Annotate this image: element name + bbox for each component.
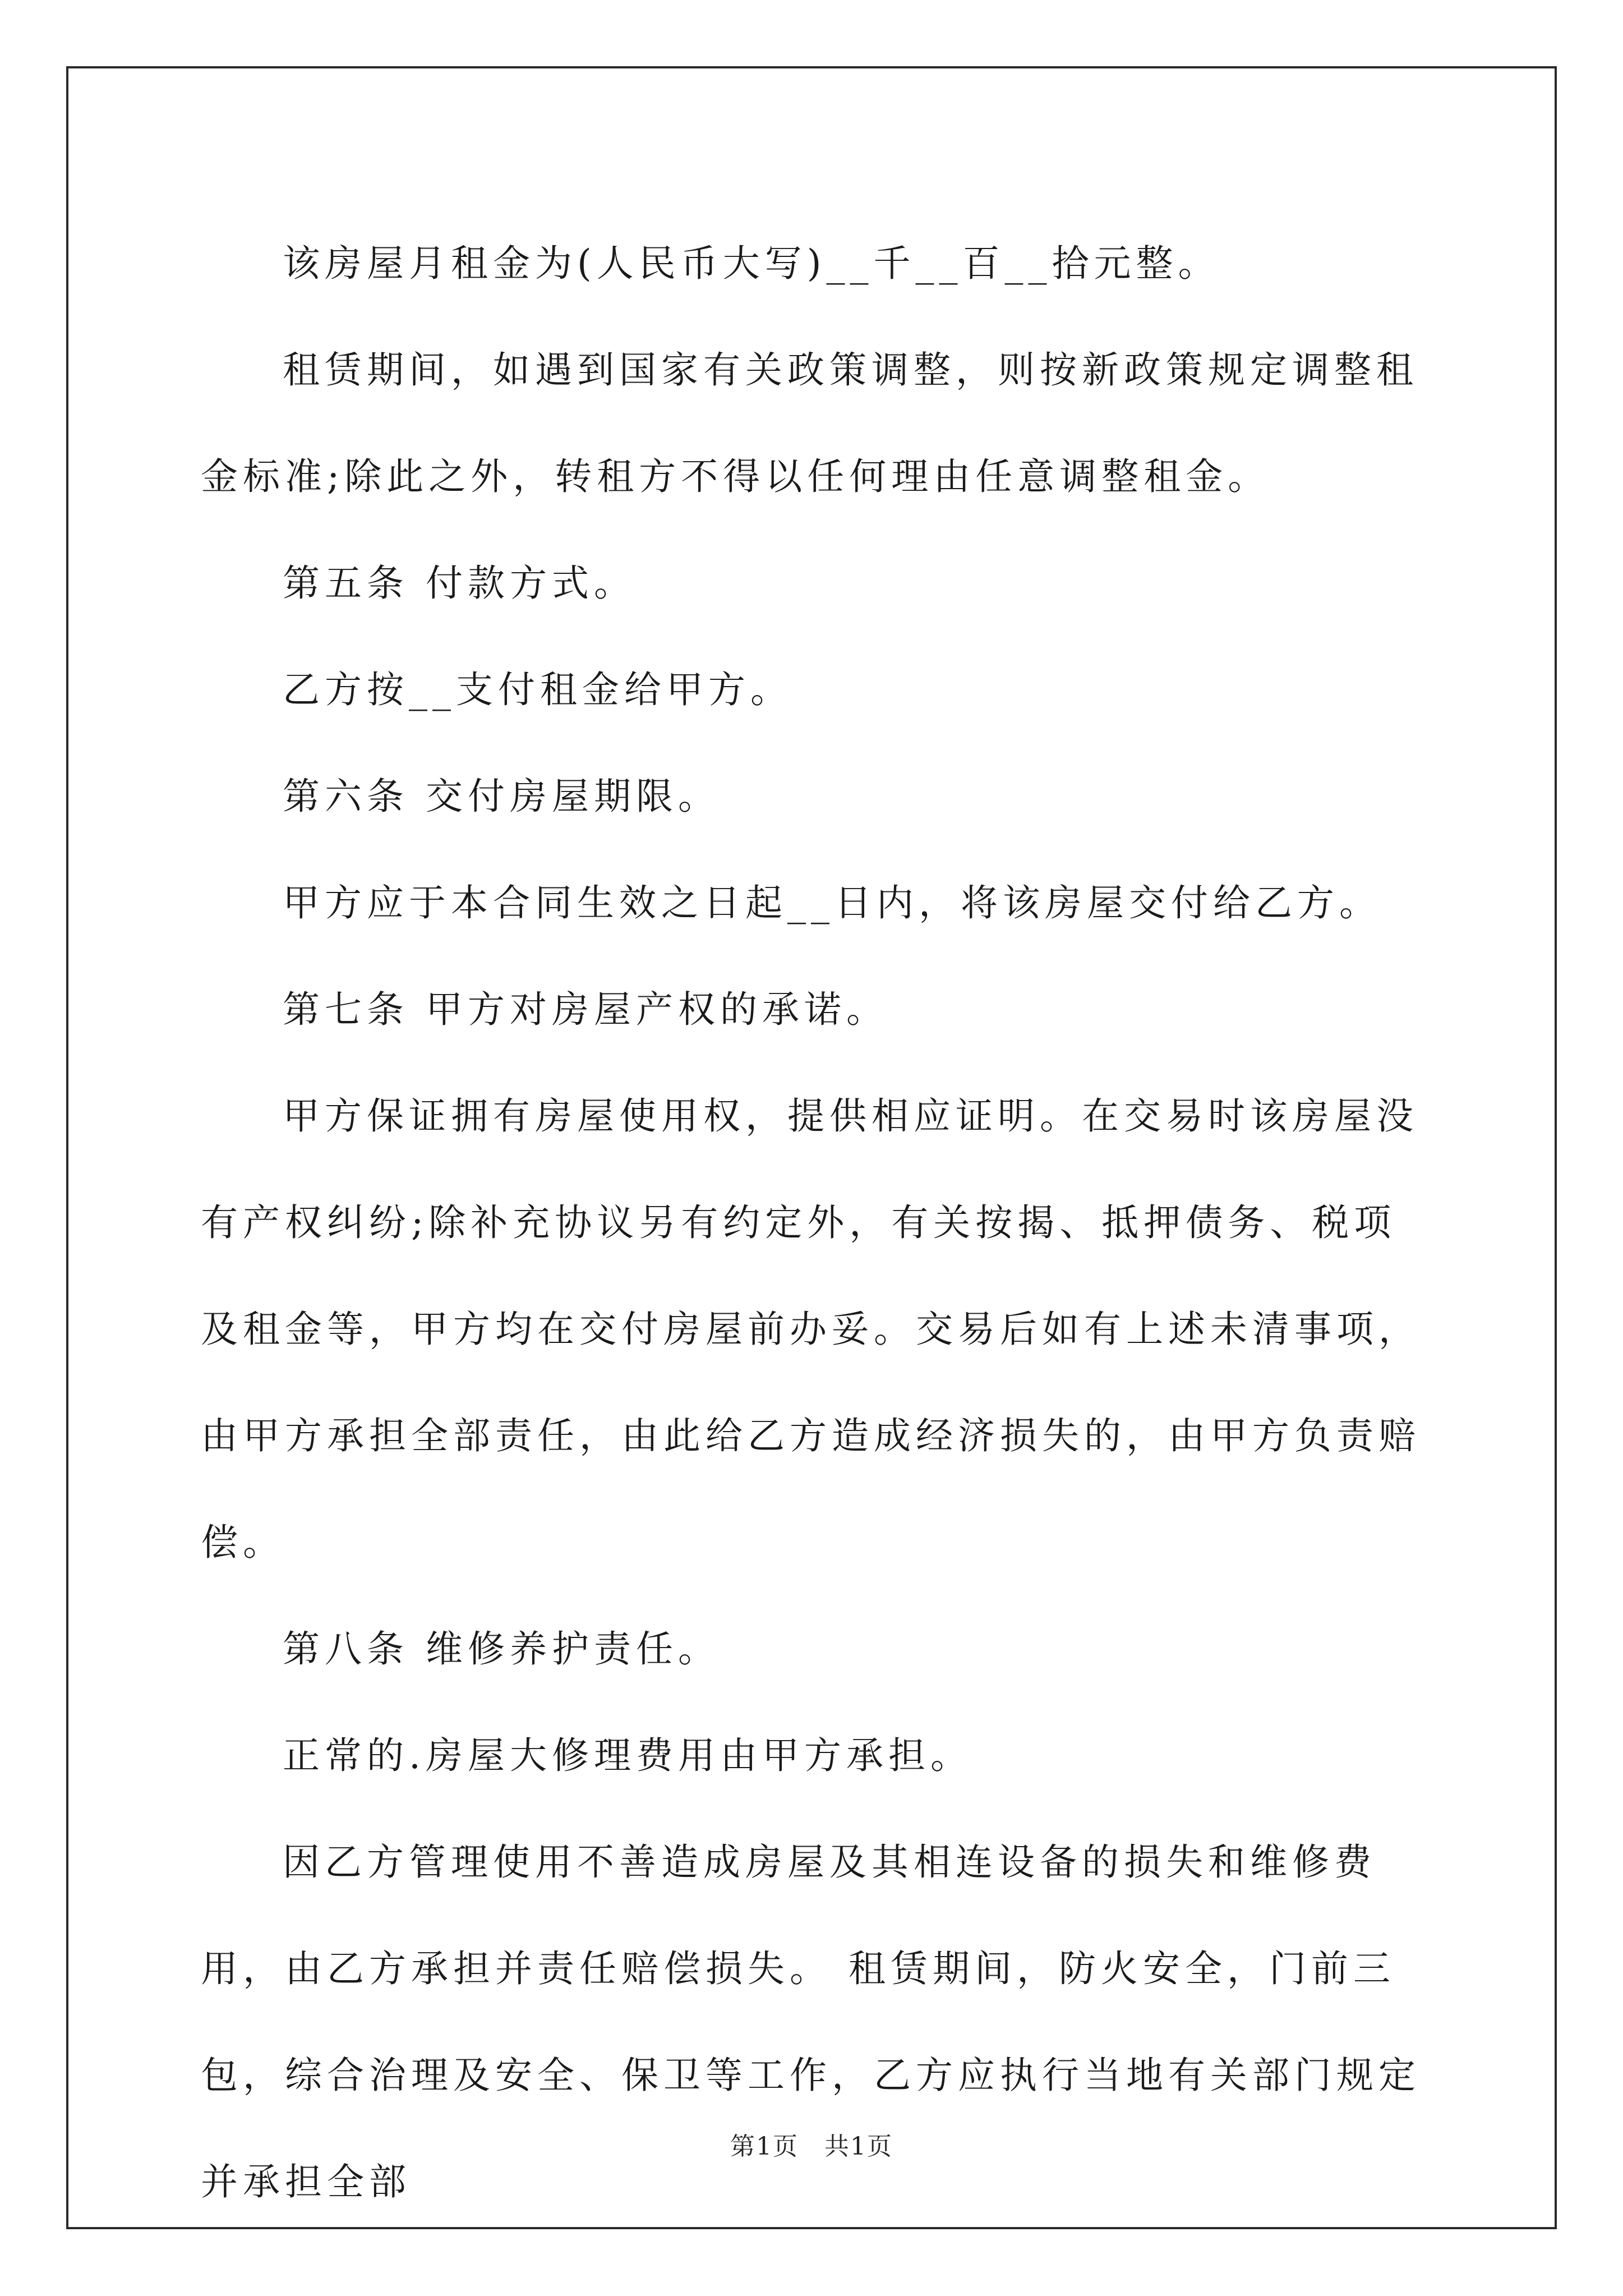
page-footer: 第1页 共1页 xyxy=(730,2132,893,2161)
article-8-heading: 第八条 维修养护责任。 xyxy=(283,1627,720,1671)
paragraph-tenant-liability: 因乙方管理使用不善造成房屋及其相连设备的损失和维修费用，由乙方承担并责任赔偿损失。 租赁期间，防火安全，门前三包，综合治理及安全、保卫等工作，乙方应执行当地有关部门规定并承担全部 xyxy=(201,1841,1421,2203)
article-6-heading: 第六条 交付房屋期限。 xyxy=(283,775,720,818)
paragraph-payment: 乙方按__支付租金给甲方。 xyxy=(283,668,792,711)
paragraph-property-rights: 甲方保证拥有房屋使用权，提供相应证明。在交易时该房屋没有产权纠纷;除补充协议另有约定外，有关按揭、抵押债务、税项及租金等，甲方均在交付房屋前办妥。交易后如有上述未清事项，由甲方承担全部责任，由此给乙方造成经济损失的，由甲方负责赔偿。 xyxy=(201,1094,1421,1564)
article-5-heading: 第五条 付款方式。 xyxy=(283,562,636,605)
paragraph-major-repair: 正常的.房屋大修理费用由甲方承担。 xyxy=(283,1734,972,1777)
paragraph-delivery: 甲方应于本合同生效之日起__日内，将该房屋交付给乙方。 xyxy=(283,881,1381,924)
paragraph-rent-amount: 该房屋月租金为(人民币大写)__千__百__拾元整。 xyxy=(283,242,1220,285)
document-body xyxy=(201,210,1429,2235)
paragraph-rent-adjustment: 租赁期间，如遇到国家有关政策调整，则按新政策规定调整租金标准;除此之外，转租方不得以任何理由任意调整租金。 xyxy=(201,348,1418,498)
article-7-heading: 第七条 甲方对房屋产权的承诺。 xyxy=(283,988,888,1031)
